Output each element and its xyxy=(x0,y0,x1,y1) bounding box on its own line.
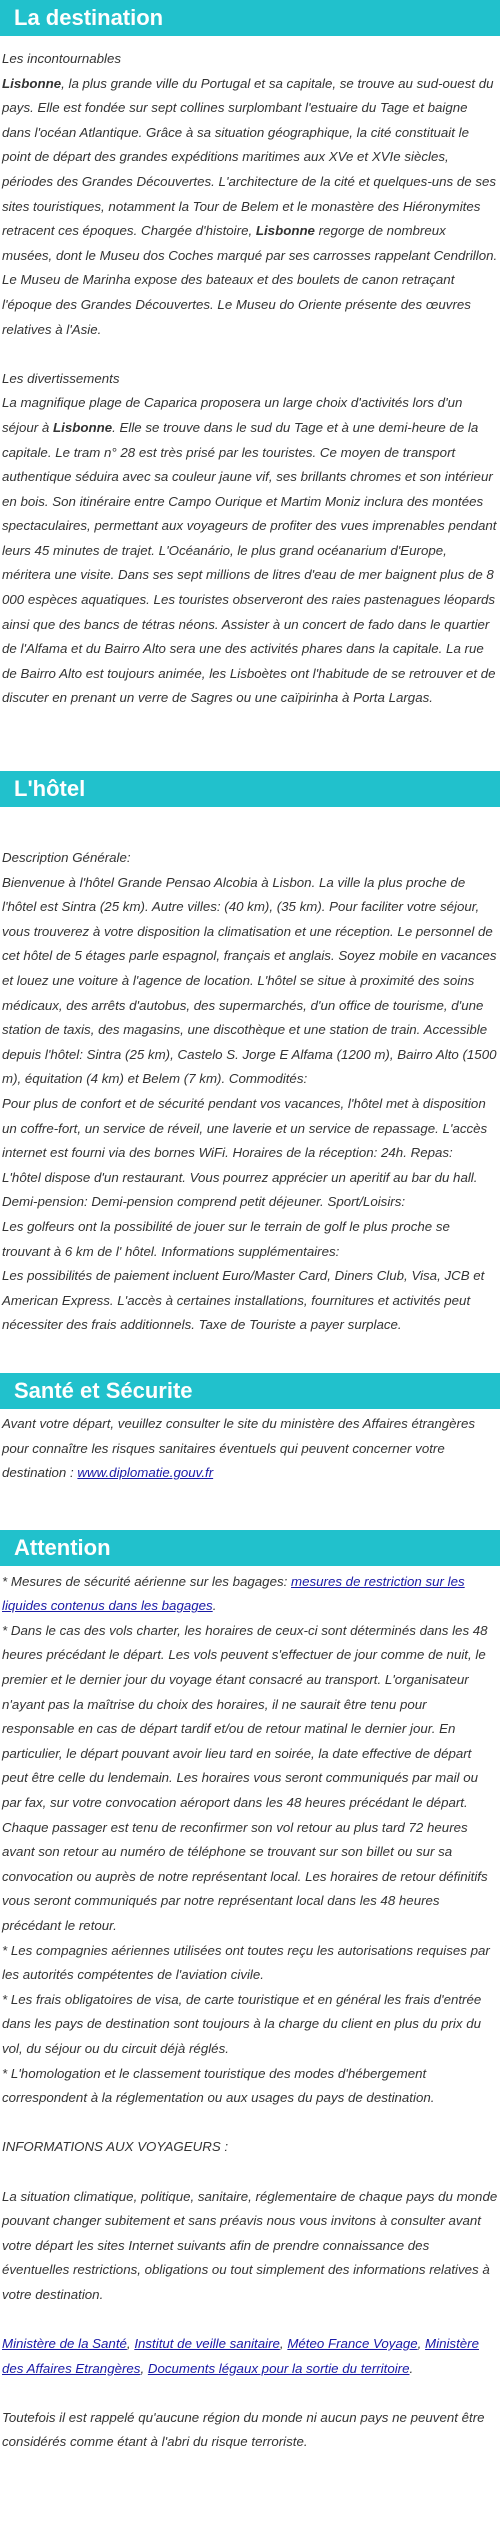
sante-title: Santé et Sécurite xyxy=(14,1377,193,1403)
hotel-text: Description Générale: Bienvenue à l'hôtel Grande Pensao Alcobia à Lisbon. La ville la plus proche de l'hôtel est Sintra (25 km). Autre villes: (40 km), (35 km). Pour faciliter votre séjour, vous trouverez à votre disposition la climatisation et une réception. Le personnel de cet hôtel de 5 étages parle espagnol, français et anglais. Soyez mobile en vacances et louez une voiture à l'agence de location. L'hôtel se situe à proximité des soins médicaux, des arrêts d'autobus, des supermarchés, d'un office de tourisme, d'une station de taxis, des magasins, une discothèque et une station de train. Accessible depuis l'hôtel: Sintra (25 km), Castelo S. Jorge E Alfama (1200 m), Bairro Alto (1500 m), équitation (4 km) et Belem (7 km). Commodités: Pour plus de confort et de sécurité pendant vos vacances, l'hôtel met à disposition un coffre-fort, un service de réveil, une laverie et un service de repassage. L'accès internet est fourni via des bornes WiFi. Horaires de la réception: 24h. Repas: L'hôtel dispose d'un restaurant. Vous pourrez apprécier un aperitif au bar du hall. Demi-pension: Demi-pension comprend petit déjeuner. Sport/Loisirs: Les golfeurs ont la possibilité de jouer sur le terrain de golf le plus proche se trouvant à 6 km de l' hôtel. Informations supplémentaires: Les possibilités de paiement incluent Euro/Master Card, Diners Club, Visa, JCB et American Express. L'accès à certaines installations, fournitures et activités peut nécessiter des frais additionnels. Taxe de Touriste a payer surplace. xyxy=(2,850,497,1333)
attention-content xyxy=(0,1566,500,2455)
attention-line-5: * L'homologation et le classement touristique des modes d'hébergement correspondent à la réglementation ou aux usages du pays de destination. xyxy=(2,2065,435,2106)
attention-section xyxy=(0,1530,500,2455)
hotel-section xyxy=(0,771,500,1338)
incontournables-text: Lisbonne, la plus grande ville du Portugal et sa capitale, se trouve au sud-ouest du pays. Elle est fondée sur sept collines surplombant l'estuaire du Tage et baigne dans l'océan Atlantique. Grâce à sa situation géographique, la cité constituait le point de départ des grandes expéditions maritimes aux XVe et XVIe siècles, périodes des Grandes Découvertes. L'architecture de la cité et quelques-uns de ses sites touristiques, notamment la Tour de Belem et le monastère des Hiéronymites retracent ces époques. Chargée d'histoire, Lisbonne regorge de nombreux musées, dont le Museu dos Coches marqué par ses carrosses rappelant Cendrillon. Le Museu de Marinha expose des bateaux et des boulets de canon retraçant l'époque des Grandes Découvertes. Le Museu do Oriente présente des œuvres relatives à l'Asie. xyxy=(2,75,498,337)
diplomatie-link[interactable]: www.diplomatie.gouv.fr xyxy=(77,1465,214,1481)
info-voyageurs-title: INFORMATIONS AUX VOYAGEURS : xyxy=(2,2139,229,2155)
link-affaires-etrangeres[interactable]: Ministère des Affaires Etrangères xyxy=(2,2336,479,2376)
sante-content xyxy=(0,1409,500,1486)
hotel-title: L'hôtel xyxy=(14,776,86,802)
attention-header xyxy=(0,1530,500,1566)
bagages-link[interactable]: mesures de restriction sur les liquides contenus dans les bagages xyxy=(2,1573,465,1614)
sante-section xyxy=(0,1373,500,1486)
attention-line-2: * Dans le cas des vols charter, les horaires de ceux-ci sont déterminés dans les 48 heures précédant le départ. Les vols peuvent s'effectuer de jour comme de nuit, le premier et le dernier jour du voyage étant consacré au transport. L'organisateur n'ayant pas la maîtrise du choix des horaires, il ne saurait être tenu pour responsable en cas de départ tardif et/ou de retour matinal le dernier jour. En particulier, le départ pouvant avoir lieu tard en soirée, la date effective de départ peut être celle du lendemain. Les horaires vous seront communiqués par mail ou par fax, sur votre convocation aéroport dans les 48 heures précédant le départ. Chaque passager est tenu de reconfirmer son vol retour au plus tard 72 heures avant son retour au numéro de téléphone se trouvant sur son billet ou sur sa convocation ou auprès de notre représentant local. Les horaires de retour définitifs vous seront communiqués par notre représentant local dans les 48 heures précédant le retour. xyxy=(2,1622,488,1933)
attention-line-1: * Mesures de sécurité aérienne sur les bagages: mesures de restriction sur les liquides contenus dans les bagages. xyxy=(2,1573,465,1614)
final-note: Toutefois il est rappelé qu'aucune région du monde ni aucun pays ne peuvent être considérés comme étant à l'abri du risque terroriste. xyxy=(2,2409,485,2450)
attention-line-4: * Les frais obligatoires de visa, de carte touristique et en général les frais d'entrée dans les pays de destination sont toujours à la charge du client en plus du prix du vol, du séjour ou du circuit déjà réglés. xyxy=(2,1991,482,2056)
destination-header xyxy=(0,0,500,36)
link-documents-legaux[interactable]: Documents légaux pour la sortie du territoire xyxy=(147,2360,410,2376)
info-voyageurs-text: La situation climatique, politique, sanitaire, réglementaire de chaque pays du monde pouvant changer subitement et sans préavis nous vous invitons à consulter avant votre départ les sites Internet suivants afin de prendre connaissance des éventuelles restrictions, obligations ou tout simplement des informations relatives à votre destination. xyxy=(2,2188,498,2302)
incontournables-title: Les incontournables xyxy=(2,51,122,66)
destination-section xyxy=(0,0,500,711)
sante-text: Avant votre départ, veuillez consulter le site du ministère des Affaires étrangères pour connaître les risques sanitaires éventuels qui peuvent concerner votre destination : xyxy=(2,1415,476,1481)
attention-title: Attention xyxy=(14,1534,111,1560)
sante-header xyxy=(0,1373,500,1409)
link-meteo-france[interactable]: Méteo France Voyage xyxy=(287,2336,418,2352)
hotel-header xyxy=(0,771,500,807)
attention-line-3: * Les compagnies aériennes utilisées ont toutes reçu les autorisations requises par les autorités compétentes de l'aviation civile. xyxy=(2,1942,490,1983)
destination-content xyxy=(0,36,500,711)
link-veille-sanitaire[interactable]: Institut de veille sanitaire xyxy=(134,2336,280,2352)
divertissements-title: Les divertissements xyxy=(2,370,120,386)
link-ministere-sante[interactable]: Ministère de la Santé xyxy=(2,2336,127,2352)
info-links: Ministère de la Santé, Institut de veille sanitaire, Méteo France Voyage, Ministère des Affaires Etrangères, Documents légaux pour la sortie du territoire. xyxy=(2,2336,479,2376)
divertissements-text: La magnifique plage de Caparica proposera un large choix d'activités lors d'un séjour à Lisbonne. Elle se trouve dans le sud du Tage et à une demi-heure de la capitale. Le tram n° 28 est très prisé par les touristes. Ce moyen de transport authentique séduira avec sa couleur jaune vif, ses brillants chromes et son intérieur en bois. Son itinéraire entre Campo Ourique et Martim Moniz inclura des montées spectaculaires, permettant aux voyageurs de profiter des vues imprenables pendant leurs 45 minutes de trajet. L'Océanário, le plus grand océanarium d'Europe, méritera une visite. Dans ses sept millions de litres d'eau de mer baignent plus de 8 000 espèces aquatiques. Les touristes observeront des raies pastenagues léopards ainsi que des bancs de tétras néons. Assister à un concert de fado dans le quartier de l'Alfama et du Bairro Alto sera une des activités phares dans la capitale. La rue de Bairro Alto est toujours animée, les Lisboètes ont l'habitude de se retrouver et de discuter en prenant un verre de Sagres ou une caïpirinha à Porta Largas. xyxy=(2,395,497,706)
destination-title: La destination xyxy=(14,5,164,30)
